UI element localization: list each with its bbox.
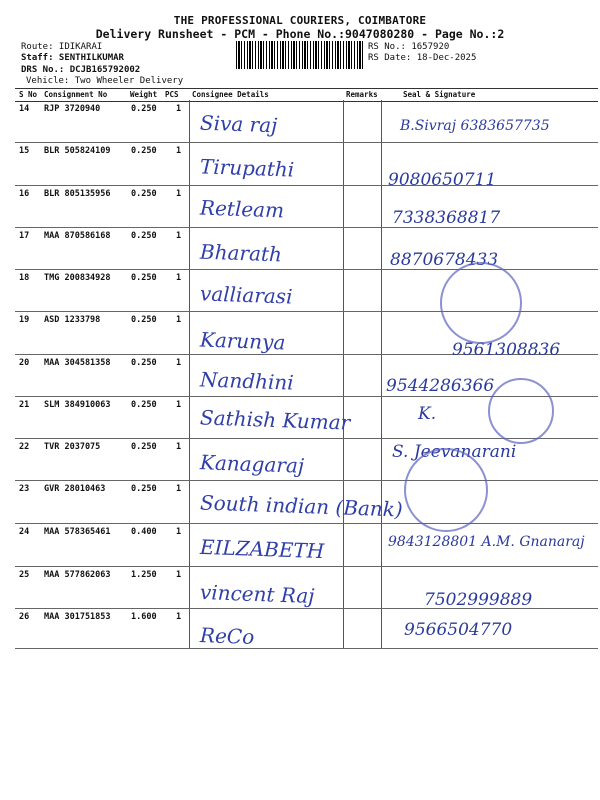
cell-weight: 0.250 <box>131 442 157 452</box>
cell-cons: GVR 28010463 <box>44 484 106 494</box>
cell-sno: 23 <box>19 484 30 494</box>
cell-cons: BLR 505824109 <box>44 146 111 156</box>
cell-weight: 0.250 <box>131 484 157 494</box>
consignee-handwriting: Retleam <box>199 195 285 223</box>
signature: S. Jeevanarani <box>392 442 517 462</box>
cell-pcs: 1 <box>176 146 182 156</box>
cell-pcs: 1 <box>176 104 182 114</box>
company-title: THE PROFESSIONAL COURIERS, COIMBATORE <box>173 14 427 27</box>
consignee-handwriting: EILZABETH <box>199 534 325 564</box>
cell-weight: 0.400 <box>131 527 157 537</box>
cell-pcs: 1 <box>176 358 182 368</box>
cell-sno: 21 <box>19 400 30 410</box>
consignee-handwriting: Tirupathi <box>199 154 295 182</box>
cell-cons: RJP 3720940 <box>44 104 101 114</box>
cell-cons: MAA 577862063 <box>44 570 111 580</box>
cell-pcs: 1 <box>176 400 182 410</box>
cell-sno: 20 <box>19 358 30 368</box>
cell-pcs: 1 <box>176 273 182 283</box>
route-label: Route: IDIKARAI <box>21 42 103 52</box>
cell-sno: 16 <box>19 189 30 199</box>
consignee-handwriting: Nandhini <box>199 367 295 395</box>
runsheet-subtitle: Delivery Runsheet - PCM - Phone No.:9047080280 - Page No.:2 <box>95 27 505 41</box>
drs-label: DRS No.: DCJB165792002 <box>21 65 141 75</box>
cell-pcs: 1 <box>176 570 182 580</box>
cell-sno: 14 <box>19 104 30 114</box>
cell-pcs: 1 <box>176 442 182 452</box>
table-row <box>15 185 598 228</box>
signature: 9561308836 <box>452 340 561 360</box>
cell-pcs: 1 <box>176 484 182 494</box>
cell-weight: 0.250 <box>131 231 157 241</box>
cell-pcs: 1 <box>176 315 182 325</box>
cell-cons: BLR 805135956 <box>44 189 111 199</box>
cell-weight: 0.250 <box>131 358 157 368</box>
col-consignment: Consignment No <box>44 90 108 99</box>
cell-cons: SLM 384910063 <box>44 400 111 410</box>
staff-label: Staff: SENTHILKUMAR <box>21 53 124 63</box>
cell-weight: 1.250 <box>131 570 157 580</box>
cell-sno: 22 <box>19 442 30 452</box>
signature: B.Sivraj 6383657735 <box>400 118 550 134</box>
signature: 7502999889 <box>424 590 533 610</box>
cell-sno: 18 <box>19 273 30 283</box>
consignee-handwriting: South indian (Bank) <box>199 490 404 522</box>
signature: 8870678433 <box>390 250 499 270</box>
cell-weight: 0.250 <box>131 273 157 283</box>
seal-stamp <box>488 378 554 444</box>
cell-cons: TVR 2037075 <box>44 442 101 452</box>
col-consignee: Consignee Details <box>192 90 269 99</box>
cell-pcs: 1 <box>176 612 182 622</box>
consignee-handwriting: vincent Raj <box>199 580 315 608</box>
signature: 7338368817 <box>392 208 501 228</box>
col-seal: Seal & Signature <box>403 90 476 99</box>
cell-cons: MAA 870586168 <box>44 231 111 241</box>
cell-pcs: 1 <box>176 189 182 199</box>
barcode <box>236 41 364 69</box>
cell-sno: 25 <box>19 570 30 580</box>
col-remarks: Remarks <box>346 90 378 99</box>
cell-weight: 0.250 <box>131 189 157 199</box>
col-pcs: PCS <box>165 90 179 99</box>
cell-cons: MAA 301751853 <box>44 612 111 622</box>
col-sno: S No <box>19 90 38 99</box>
consignee-handwriting: ReCo <box>199 623 255 649</box>
rs-date: RS Date: 18-Dec-2025 <box>368 53 477 63</box>
cell-sno: 17 <box>19 231 30 241</box>
cell-weight: 0.250 <box>131 400 157 410</box>
cell-cons: MAA 304581358 <box>44 358 111 368</box>
consignee-handwriting: valliarasi <box>199 281 293 309</box>
cell-cons: MAA 578365461 <box>44 527 111 537</box>
cell-weight: 0.250 <box>131 104 157 114</box>
vehicle-label: Vehicle: Two Wheeler Delivery <box>26 76 184 86</box>
cell-weight: 1.600 <box>131 612 157 622</box>
signature: 9843128801 A.M. Gnanaraj <box>388 534 585 550</box>
cell-weight: 0.250 <box>131 146 157 156</box>
consignee-handwriting: Siva raj <box>199 110 278 138</box>
signature: K. <box>418 404 437 424</box>
cell-pcs: 1 <box>176 231 182 241</box>
consignee-handwriting: Kanagaraj <box>199 450 305 478</box>
signature: 9544286366 <box>386 376 495 396</box>
cell-cons: ASD 1233798 <box>44 315 101 325</box>
seal-stamp <box>440 262 522 344</box>
cell-cons: TMG 200834928 <box>44 273 111 283</box>
consignee-handwriting: Sathish Kumar <box>199 405 351 435</box>
cell-sno: 15 <box>19 146 30 156</box>
table-row <box>15 142 598 186</box>
consignee-handwriting: Karunya <box>199 327 286 355</box>
signature: 9080650711 <box>388 170 497 190</box>
table-row <box>15 227 598 270</box>
rs-number: RS No.: 1657920 <box>368 42 450 52</box>
cell-weight: 0.250 <box>131 315 157 325</box>
cell-sno: 19 <box>19 315 30 325</box>
cell-sno: 26 <box>19 612 30 622</box>
col-weight: Weight <box>130 90 158 99</box>
seal-stamp <box>404 448 488 532</box>
signature: 9566504770 <box>404 620 513 640</box>
consignee-handwriting: Bharath <box>199 239 283 267</box>
cell-sno: 24 <box>19 527 30 537</box>
cell-pcs: 1 <box>176 527 182 537</box>
